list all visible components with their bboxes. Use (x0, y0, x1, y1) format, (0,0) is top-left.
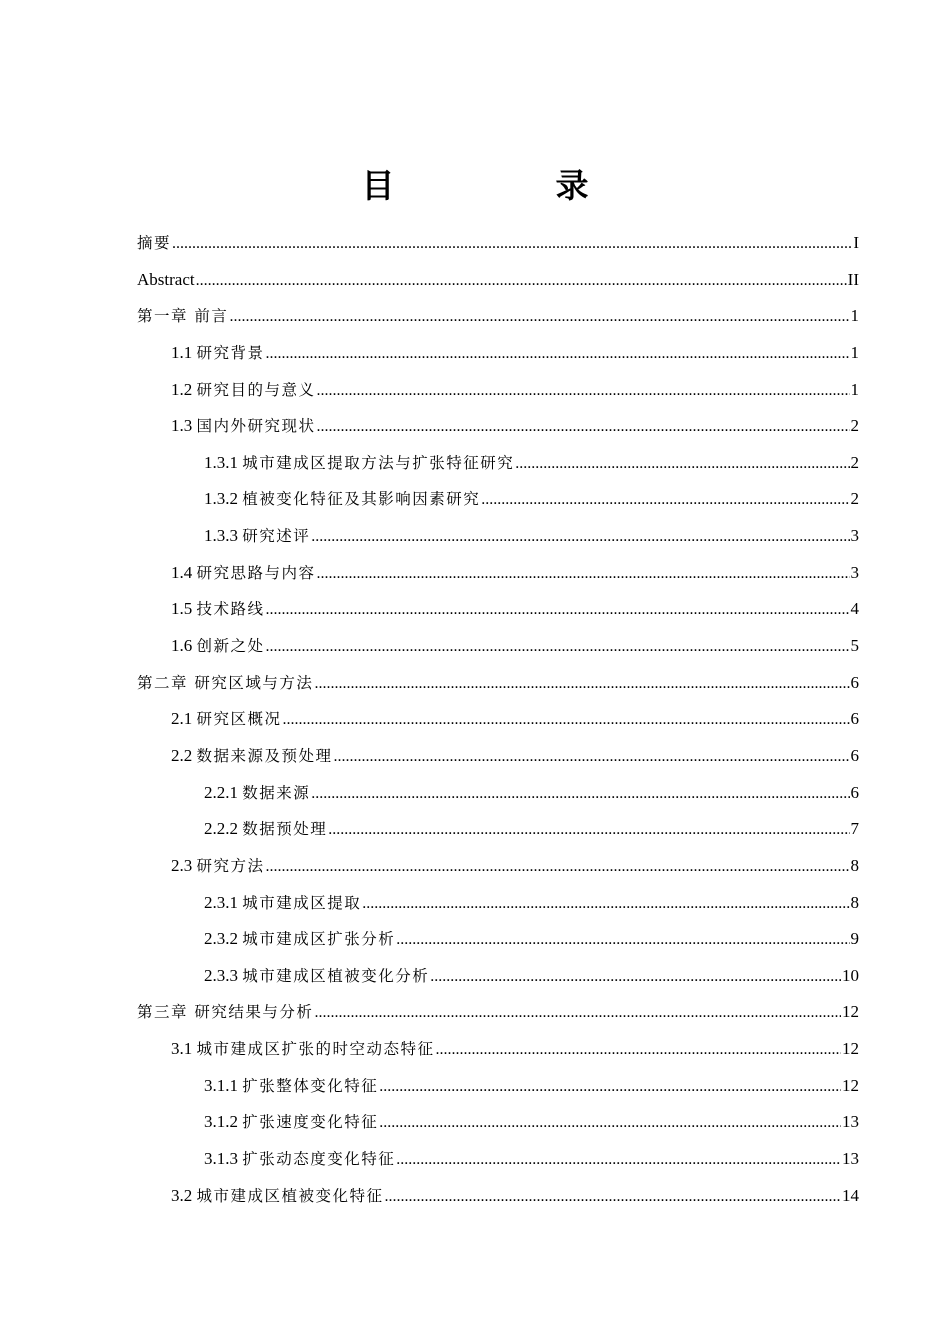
toc-entry-number: 1.3.3 (204, 526, 243, 546)
toc-entry-text: 技术路线 (196, 600, 265, 619)
toc-page-number: 6 (850, 782, 859, 802)
toc-entry-text: 城市建成区植被变化特征 (196, 1186, 384, 1205)
toc-entry-label (171, 1033, 435, 1065)
toc-entry[interactable] (137, 960, 859, 997)
toc-entry-label (204, 887, 361, 919)
toc-dot-leader (379, 1107, 841, 1139)
toc-entry-text: 数据预处理 (242, 820, 328, 839)
toc-entry-number: 1.3.1 (204, 452, 243, 472)
toc-entry[interactable] (137, 703, 859, 740)
toc-entry-text: 研究目的与意义 (196, 380, 316, 399)
toc-entry-number: 2.3 (171, 855, 197, 875)
toc-entry[interactable] (137, 1070, 859, 1107)
toc-entry-text: 扩张整体变化特征 (242, 1076, 379, 1095)
toc-page-number: 12 (842, 1075, 859, 1095)
toc-entry-label (171, 410, 316, 442)
toc-entry-label (204, 447, 514, 479)
toc-dot-leader (385, 1181, 841, 1213)
toc-page-number: 6 (850, 745, 859, 765)
toc-entry-number: 1.6 (171, 636, 197, 656)
toc-entry-text: 城市建成区提取 (242, 893, 362, 912)
toc-entry[interactable] (137, 520, 859, 557)
toc-page-number: 5 (850, 636, 859, 656)
toc-entry[interactable] (137, 667, 859, 704)
toc-entry-text: 城市建成区扩张分析 (242, 930, 396, 949)
toc-page-number: 12 (842, 1039, 859, 1059)
toc-entry[interactable] (137, 264, 859, 301)
toc-entry-number: 3.1.1 (204, 1075, 243, 1095)
toc-dot-leader (311, 521, 849, 553)
toc-page-number: 2 (850, 416, 859, 436)
toc-entry-text: 研究背景 (196, 343, 265, 362)
toc-entry-text: 研究区概况 (196, 710, 282, 729)
toc-page-number: 3 (850, 562, 859, 582)
toc-entry-label (204, 1106, 378, 1138)
toc-entry[interactable] (137, 483, 859, 520)
toc-entry-label (137, 300, 228, 332)
toc-entry-label (171, 374, 316, 406)
toc-dot-leader (196, 265, 847, 297)
toc-entry[interactable] (137, 777, 859, 814)
toc-entry-label (171, 850, 265, 882)
toc-entry-number: 2.1 (171, 709, 197, 729)
toc-entry-number: 2.3.2 (204, 929, 243, 949)
toc-entry-number: 1.4 (171, 562, 197, 582)
toc-entry-text: 第一章 前言 (137, 307, 229, 326)
toc-entry-label (137, 667, 313, 699)
toc-entry[interactable] (137, 300, 859, 337)
toc-entry-label (204, 960, 429, 992)
toc-entry-number: 3.2 (171, 1185, 197, 1205)
toc-page-number: 4 (850, 599, 859, 619)
toc-dot-leader (266, 594, 850, 626)
table-of-contents (137, 227, 859, 1216)
toc-page-number: 2 (850, 452, 859, 472)
toc-entry-label (137, 227, 171, 259)
toc-entry[interactable] (137, 996, 859, 1033)
toc-entry-text: 数据来源及预处理 (196, 746, 333, 765)
toc-entry-label (137, 996, 313, 1028)
toc-entry[interactable] (137, 887, 859, 924)
toc-entry-text: Abstract (137, 269, 195, 289)
toc-dot-leader (481, 484, 849, 516)
toc-dot-leader (436, 1034, 841, 1066)
toc-entry[interactable] (137, 850, 859, 887)
toc-entry[interactable] (137, 374, 859, 411)
toc-dot-leader (317, 411, 850, 443)
toc-entry-label (171, 337, 265, 369)
toc-entry-text: 城市建成区提取方法与扩张特征研究 (242, 453, 515, 472)
toc-dot-leader (229, 301, 849, 333)
toc-entry-number: 2.3.3 (204, 965, 243, 985)
toc-entry-label (204, 520, 310, 552)
toc-entry[interactable] (137, 923, 859, 960)
toc-entry-number: 1.2 (171, 379, 197, 399)
toc-dot-leader (266, 851, 850, 883)
toc-entry[interactable] (137, 410, 859, 447)
toc-page-number: 2 (850, 489, 859, 509)
toc-entry[interactable] (137, 557, 859, 594)
toc-dot-leader (314, 668, 849, 700)
toc-entry-number: 1.3 (171, 416, 197, 436)
toc-page-number: 3 (850, 526, 859, 546)
toc-entry[interactable] (137, 1180, 859, 1217)
toc-entry-text: 研究方法 (196, 856, 265, 875)
toc-entry-label (171, 1180, 384, 1212)
toc-dot-leader (314, 997, 841, 1029)
toc-page-number: I (853, 233, 859, 252)
toc-entry[interactable] (137, 227, 859, 264)
toc-dot-leader (311, 778, 849, 810)
toc-entry-label (204, 1070, 378, 1102)
toc-entry-label (204, 1143, 395, 1175)
toc-entry-label (171, 703, 282, 735)
toc-page-number: 1 (850, 379, 859, 399)
toc-dot-leader (317, 375, 850, 407)
toc-entry-label (204, 813, 327, 845)
toc-entry-text: 城市建成区植被变化分析 (242, 966, 430, 985)
toc-page-number: 6 (850, 709, 859, 729)
toc-entry-label (171, 740, 333, 772)
toc-dot-leader (283, 704, 850, 736)
toc-entry-number: 2.2 (171, 745, 197, 765)
toc-page-number: 1 (850, 306, 859, 326)
page-title: 目 录 (361, 166, 653, 205)
toc-entry-number: 2.3.1 (204, 892, 243, 912)
toc-dot-leader (396, 924, 849, 956)
toc-dot-leader (266, 631, 850, 663)
toc-entry-label (137, 264, 195, 296)
toc-entry-number: 1.3.2 (204, 489, 243, 509)
toc-entry[interactable] (137, 593, 859, 630)
toc-entry-label (171, 593, 265, 625)
toc-entry-text: 摘要 (137, 234, 172, 252)
toc-entry-number: 3.1.2 (204, 1112, 243, 1132)
toc-entry-number: 3.1.3 (204, 1149, 243, 1169)
toc-entry-label (204, 923, 395, 955)
toc-entry[interactable] (137, 337, 859, 374)
toc-page-number: 12 (842, 1002, 859, 1022)
toc-entry-number: 2.2.1 (204, 782, 243, 802)
toc-dot-leader (430, 961, 841, 993)
toc-dot-leader (328, 814, 849, 846)
toc-entry[interactable] (137, 740, 859, 777)
toc-dot-leader (515, 448, 849, 480)
toc-dot-leader (379, 1071, 841, 1103)
toc-entry-label (171, 630, 265, 662)
toc-dot-leader (334, 741, 850, 773)
toc-entry-text: 数据来源 (242, 783, 311, 802)
toc-page-number: 8 (850, 855, 859, 875)
toc-entry-text: 研究述评 (242, 527, 311, 546)
toc-page-number: 14 (842, 1185, 859, 1205)
toc-entry[interactable] (137, 630, 859, 667)
toc-dot-leader (362, 888, 849, 920)
toc-dot-leader (266, 338, 850, 370)
toc-page-number: II (847, 269, 859, 289)
toc-entry[interactable] (137, 447, 859, 484)
toc-entry-number: 1.5 (171, 599, 197, 619)
toc-dot-leader (172, 228, 852, 260)
toc-page-number: 1 (850, 342, 859, 362)
toc-entry[interactable] (137, 813, 859, 850)
toc-entry-number: 3.1 (171, 1039, 197, 1059)
toc-entry-text: 第三章 研究结果与分析 (137, 1003, 314, 1022)
toc-page-number: 8 (850, 892, 859, 912)
toc-entry[interactable] (137, 1033, 859, 1070)
toc-entry-text: 第二章 研究区域与方法 (137, 673, 314, 692)
toc-page-number: 13 (842, 1149, 859, 1169)
toc-entry[interactable] (137, 1106, 859, 1143)
toc-entry-text: 城市建成区扩张的时空动态特征 (196, 1040, 435, 1059)
toc-entry-text: 扩张动态度变化特征 (242, 1150, 396, 1169)
toc-entry-text: 国内外研究现状 (196, 417, 316, 436)
toc-entry[interactable] (137, 1143, 859, 1180)
toc-page-number: 10 (842, 965, 859, 985)
toc-entry-text: 创新之处 (196, 637, 265, 656)
toc-page-number: 9 (850, 929, 859, 949)
toc-entry-text: 研究思路与内容 (196, 563, 316, 582)
toc-page-number: 7 (850, 819, 859, 839)
toc-entry-text: 植被变化特征及其影响因素研究 (242, 490, 481, 509)
toc-entry-label (171, 557, 316, 589)
toc-dot-leader (317, 558, 850, 590)
toc-entry-number: 2.2.2 (204, 819, 243, 839)
toc-page-number: 13 (842, 1112, 859, 1132)
toc-entry-text: 扩张速度变化特征 (242, 1113, 379, 1132)
toc-dot-leader (396, 1144, 841, 1176)
toc-entry-label (204, 483, 480, 515)
toc-page-number: 6 (850, 672, 859, 692)
toc-entry-number: 1.1 (171, 342, 197, 362)
toc-entry-label (204, 777, 310, 809)
